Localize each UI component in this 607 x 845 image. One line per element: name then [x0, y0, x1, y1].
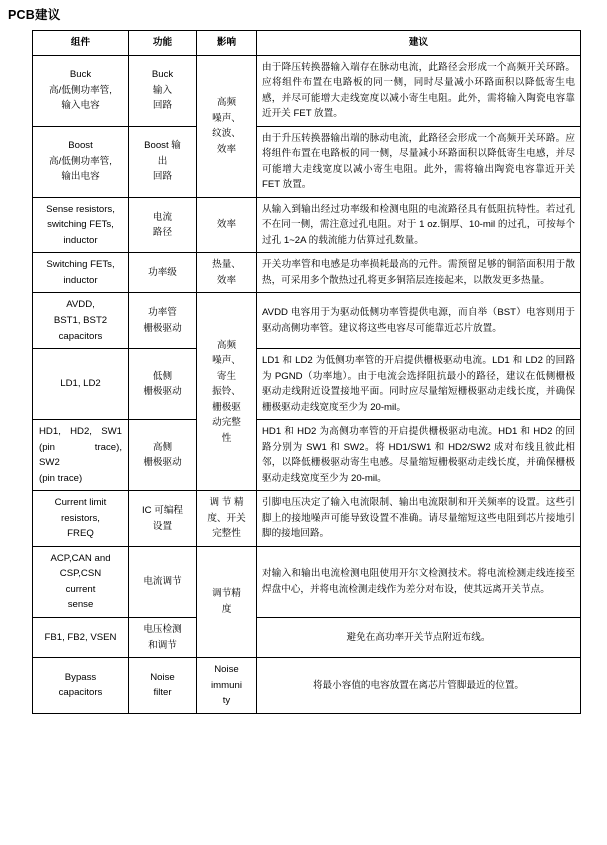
table-row — [33, 253, 581, 293]
cell-recommendation: 从输入到输出经过功率级和检测电阻的电流路径具有低阻抗特性。若过孔不在同一侧，需注意过孔电阻。对于 1 oz.铜厚、10-mil 的过孔，可按每个过孔 1~2A 的载流能力估算过孔数量。 — [257, 197, 581, 253]
text-line: HD1, HD2, SW1 — [39, 426, 122, 438]
table-row — [33, 618, 581, 658]
cell-function: Buck 输入 回路 — [129, 55, 197, 126]
table-row — [33, 546, 581, 617]
cell-function: 高侧 栅极驱动 — [129, 420, 197, 491]
cell-recommendation: AVDD 电容用于为驱动低侧功率管提供电源，而自举（BST）电容则用于驱动高侧功率管。建议将这些电容尽可能靠近芯片放置。 — [257, 293, 581, 349]
cell-component: Buck 高/低侧功率管, 输入电容 — [33, 55, 129, 126]
cell-recommendation: 对输入和输出电流检测电阻使用开尔文检测技术。将电流检测走线连接至焊盘中心，并将电流检测走线作为差分对布设，使其远离开关节点。 — [257, 546, 581, 617]
table-row — [33, 55, 581, 126]
table-row — [33, 420, 581, 491]
table-row — [33, 293, 581, 349]
cell-recommendation: 引脚电压决定了输入电流限制、输出电流限制和开关频率的设置。这些引脚上的接地噪声可能导致设置不准确。请尽量缩短这些电阻到芯片接地引脚的接地回路。 — [257, 491, 581, 547]
table-row — [33, 491, 581, 547]
column-header-recommendation: 建议 — [257, 31, 581, 56]
cell-component: ACP,CAN and CSP,CSN current sense — [33, 546, 129, 617]
table-row — [33, 126, 581, 197]
cell-component: AVDD, BST1, BST2 capacitors — [33, 293, 129, 349]
table-body — [33, 55, 581, 713]
cell-recommendation: 避免在高功率开关节点附近布线。 — [257, 618, 581, 658]
pcb-recommendation-table — [32, 30, 581, 714]
cell-function: 低侧 栅极驱动 — [129, 349, 197, 420]
table-row — [33, 197, 581, 253]
cell-impact: 高频 噪声、 纹波、 效率 — [197, 55, 257, 197]
cell-component: Bypass capacitors — [33, 658, 129, 714]
cell-component: FB1, FB2, VSEN — [33, 618, 129, 658]
cell-recommendation: 将最小容值的电容放置在离芯片管脚最近的位置。 — [257, 658, 581, 714]
cell-impact: 高频 噪声、 寄生 振铃、 栅极驱 动完整 性 — [197, 293, 257, 491]
cell-recommendation: HD1 和 HD2 为高侧功率管的开启提供栅极驱动电流。HD1 和 HD2 的回路分别为 SW1 和 SW2。将 HD1/SW1 和 HD2/SW2 成对布线且彼此相邻，以降低栅极驱动寄生电感。尽量缩短栅极驱动走线长度，并确保栅极驱动走线宽度至少为 20-mil。 — [257, 420, 581, 491]
cell-impact: 调节精 度 — [197, 546, 257, 657]
cell-function: Noise filter — [129, 658, 197, 714]
page-title: PCB建议 — [8, 8, 61, 22]
text-line: (pin trace), — [39, 441, 122, 453]
column-header-component: 组件 — [33, 31, 129, 56]
cell-component: Current limit resistors, FREQ — [33, 491, 129, 547]
header-row — [33, 31, 581, 56]
cell-component: LD1, LD2 — [33, 349, 129, 420]
cell-recommendation: 由于升压转换器输出端的脉动电流，此路径会形成一个高频开关环路。应将组件布置在电路板的同一侧，尽量减小环路面积以降低寄生电感，并尽可能增大走线宽度以减小寄生电阻。此外，需将输出陶瓷电容靠近开关 FET 放置。 — [257, 126, 581, 197]
cell-function: 电压检测 和调节 — [129, 618, 197, 658]
cell-impact: 热量、 效率 — [197, 253, 257, 293]
cell-component: Switching FETs, inductor — [33, 253, 129, 293]
cell-recommendation: LD1 和 LD2 为低侧功率管的开启提供栅极驱动电流。LD1 和 LD2 的回路为 PGND（功率地）。由于电流会选择阻抗最小的路径，建议在低侧栅极驱动走线附近设置接地平面。同时应尽量缩短栅极驱动走线长度，并确保栅极驱动走线宽度至少为 20-mil。 — [257, 349, 581, 420]
text-line: (pin trace) — [39, 472, 83, 484]
text-line: SW2 — [39, 457, 60, 469]
cell-function: Boost 输 出 回路 — [129, 126, 197, 197]
cell-recommendation: 开关功率管和电感是功率损耗最高的元件。需预留足够的铜箔面积用于散热，可采用多个散热过孔将更多铜箔层连接起来，以散发更多热量。 — [257, 253, 581, 293]
pcb-recommendation-table-wrapper — [32, 30, 580, 714]
column-header-function: 功能 — [129, 31, 197, 56]
cell-component: Sense resistors, switching FETs, inductor — [33, 197, 129, 253]
cell-function: IC 可编程 设置 — [129, 491, 197, 547]
table-row — [33, 349, 581, 420]
cell-function: 电流 路径 — [129, 197, 197, 253]
cell-recommendation: 由于降压转换器输入端存在脉动电流，此路径会形成一个高频开关环路。应将组件布置在电路板的同一侧，同时尽量减小环路面积以降低寄生电感，并尽可能增大走线宽度以减小寄生电阻。此外，需将输入陶瓷电容靠近开关 FET 放置。 — [257, 55, 581, 126]
cell-impact: 调 节 精 度、开关 完整性 — [197, 491, 257, 547]
cell-function: 功率级 — [129, 253, 197, 293]
cell-impact: 效率 — [197, 197, 257, 253]
table-row — [33, 658, 581, 714]
cell-impact: Noise immuni ty — [197, 658, 257, 714]
cell-component: Boost 高/低侧功率管, 输出电容 — [33, 126, 129, 197]
cell-function: 电流调节 — [129, 546, 197, 617]
column-header-impact: 影响 — [197, 31, 257, 56]
cell-function: 功率管 栅极驱动 — [129, 293, 197, 349]
cell-component — [33, 420, 129, 491]
table-header — [33, 31, 581, 56]
